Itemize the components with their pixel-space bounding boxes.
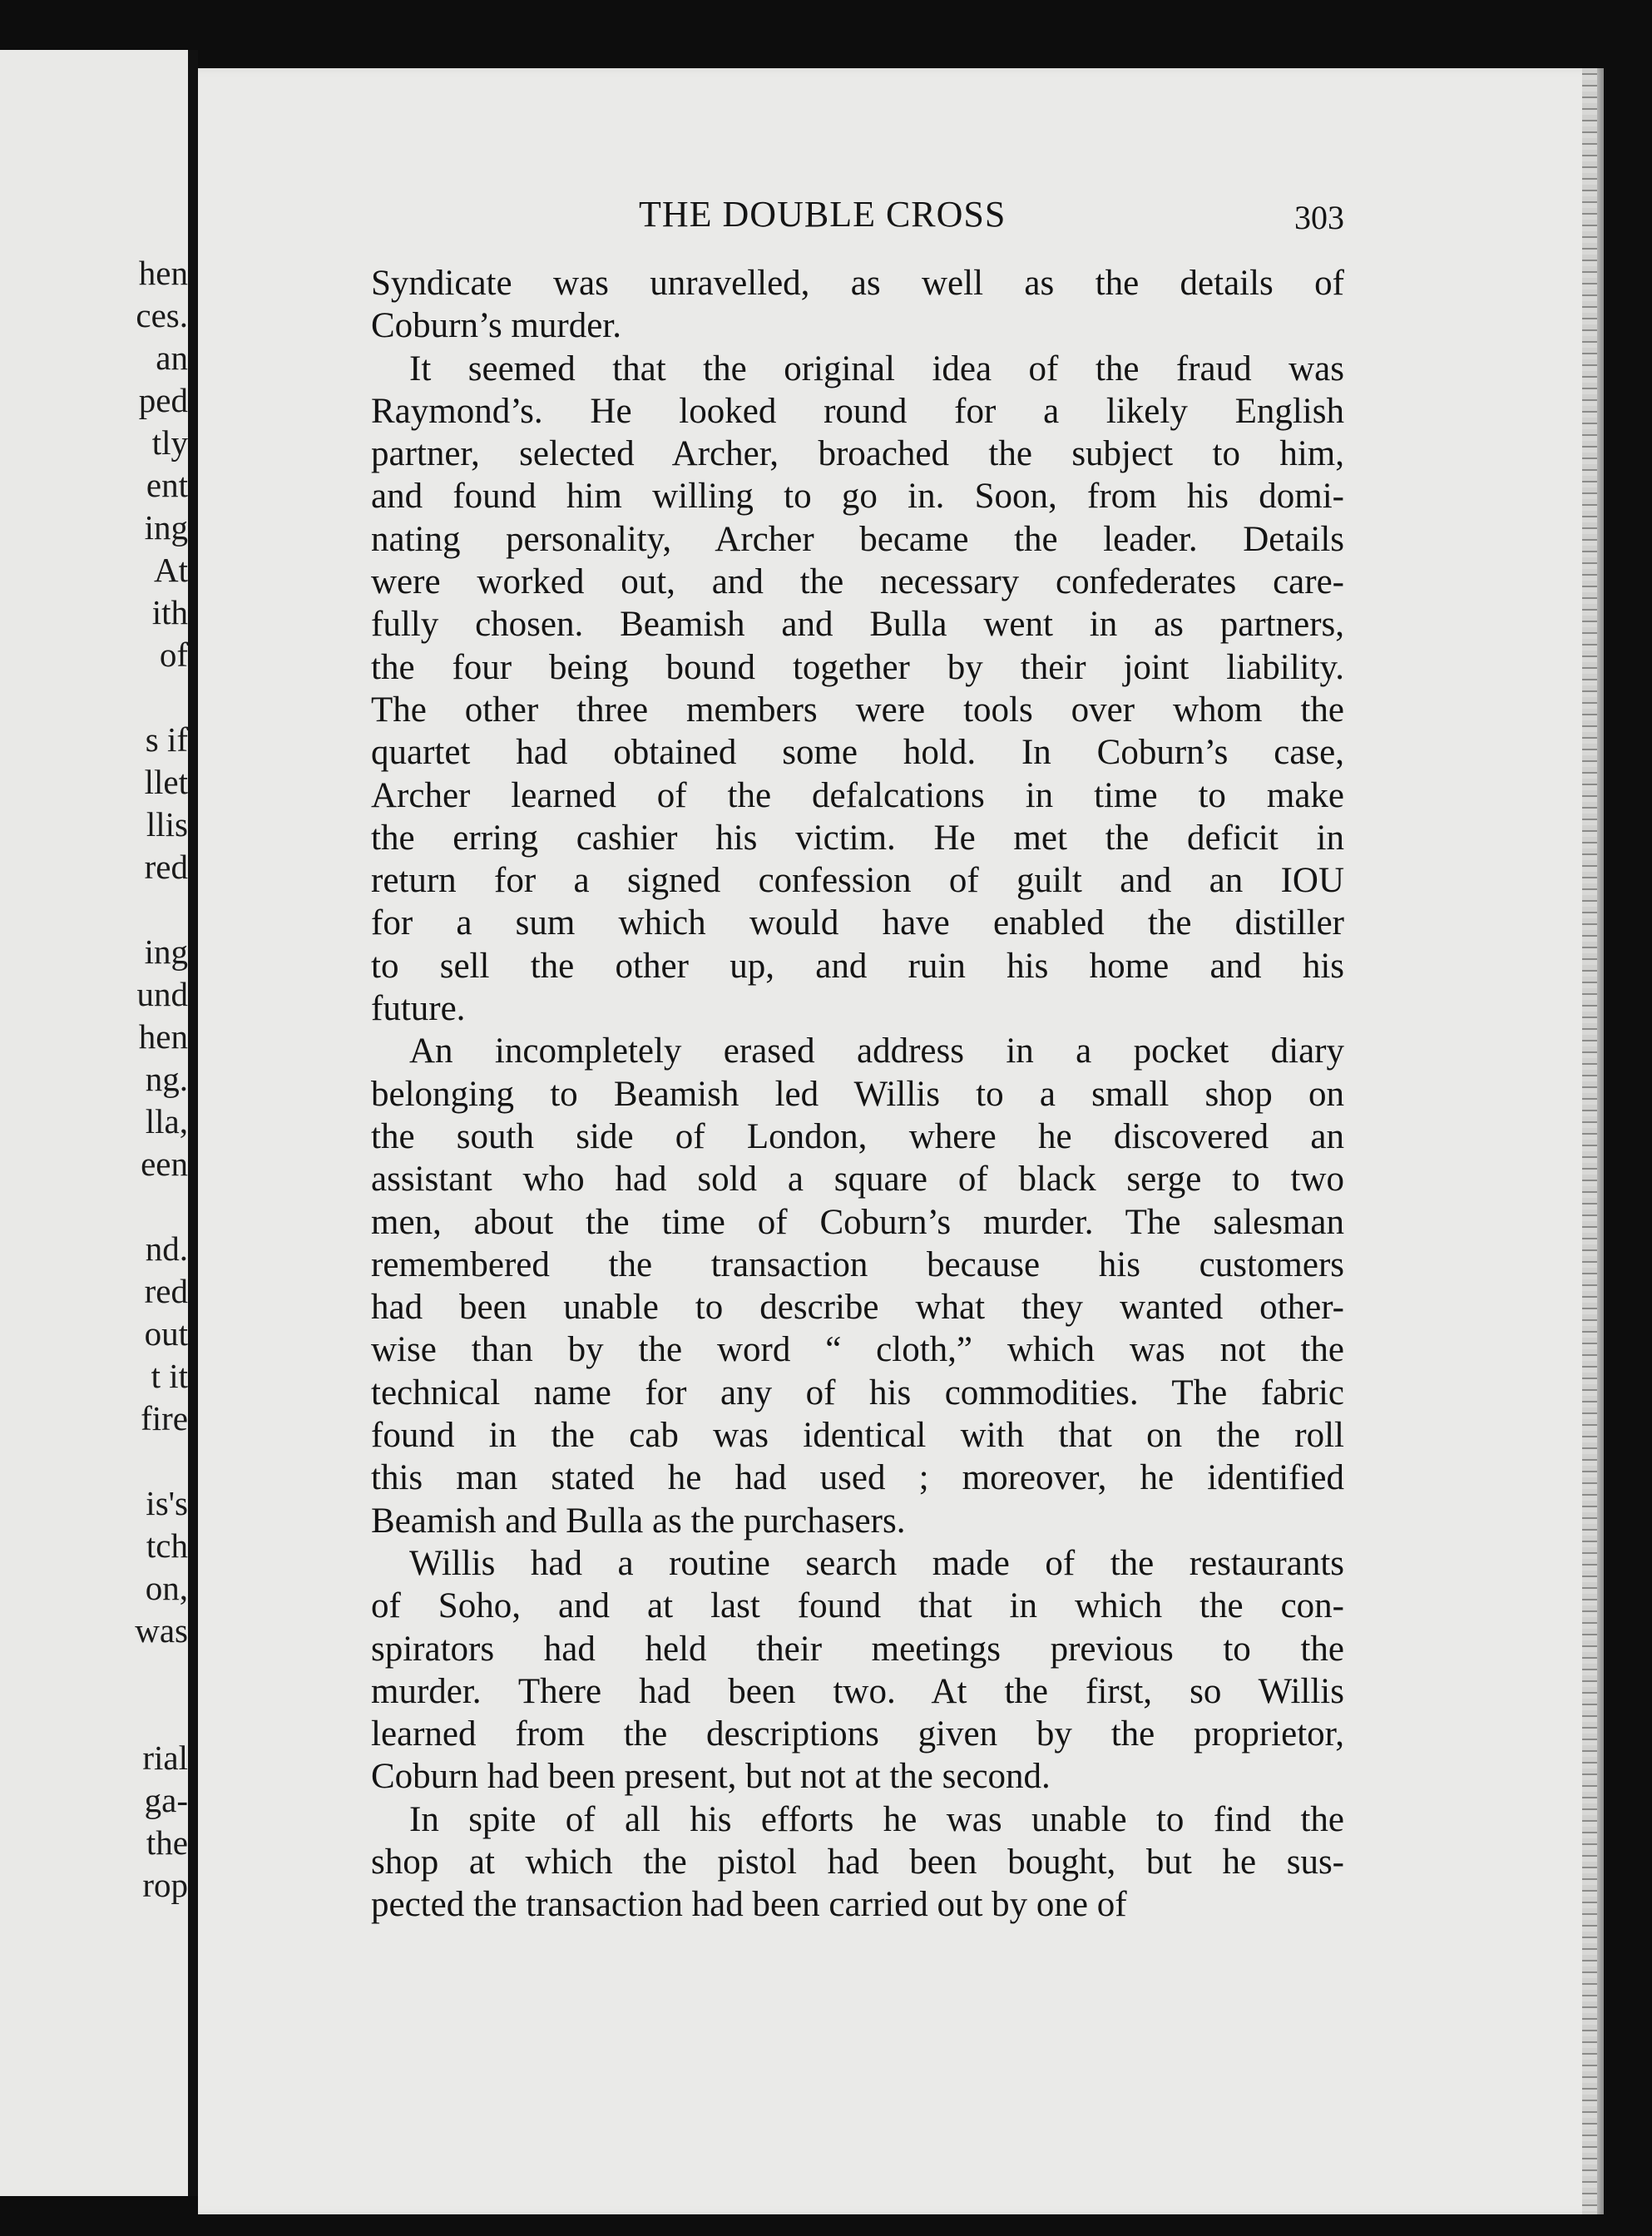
left-page-fragment-line: fire <box>141 1399 188 1437</box>
paragraph <box>371 1030 1344 1542</box>
left-page-fragment-line: s if <box>145 720 188 759</box>
left-page-fragment-line: llis <box>146 805 188 843</box>
text-line: It seemed that the original idea of the fraud was <box>409 349 1344 388</box>
left-page-fragment-line: tch <box>146 1526 188 1565</box>
text-line: murder. There had been two. At the first, so Willis <box>371 1671 1344 1711</box>
left-page-fragment-line: ng. <box>145 1060 188 1098</box>
left-page-fragment-line: ga- <box>144 1781 188 1819</box>
text-line: An incompletely erased address in a pocket diary <box>409 1031 1344 1071</box>
left-page-fragment-line: ent <box>146 466 188 504</box>
left-page-fragment-line <box>0 1694 188 1737</box>
text-line: quartet had obtained some hold. In Coburn’s case, <box>371 733 1344 773</box>
text-line: shop at which the pistol had been bought, but he sus- <box>371 1842 1344 1882</box>
left-page-fragment-line: an <box>156 339 188 377</box>
paragraph <box>371 348 1344 1031</box>
text-line: for a sum which would have enabled the distiller <box>371 903 1344 943</box>
text-line: fully chosen. Beamish and Bulla went in as partners, <box>371 605 1344 645</box>
left-page-fragment-line: out <box>144 1314 188 1353</box>
text-line: partner, selected Archer, broached the subject to him, <box>371 434 1344 474</box>
text-line: future. <box>371 989 466 1029</box>
left-page-fragment-line: red <box>144 1272 188 1310</box>
left-page-fragment-line: rial <box>142 1739 188 1777</box>
left-page-fragment-line: ces. <box>136 296 188 334</box>
text-line: were worked out, and the necessary confederates care- <box>371 562 1344 602</box>
paragraph <box>371 262 1344 348</box>
left-page-fragment-line: ped <box>138 381 188 419</box>
running-title: THE DOUBLE CROSS <box>639 194 1007 235</box>
text-line: Syndicate was unravelled, as well as the details of <box>371 264 1344 303</box>
left-page-fragment-line: the <box>146 1823 188 1862</box>
text-line: wise than by the word “ cloth,” which was not the <box>371 1330 1344 1370</box>
left-page-fragment-line: nd. <box>145 1229 188 1268</box>
text-line: The other three members were tools over whom the <box>371 690 1344 730</box>
left-page-fragment-line: ing <box>144 932 188 971</box>
text-line: Willis had a routine search made of the restaurants <box>409 1543 1344 1583</box>
left-page-fragment-line: ith <box>151 593 188 631</box>
left-page-fragment-line: ing <box>144 508 188 547</box>
left-page-fragment-line: of <box>159 636 188 674</box>
left-page-fragment-line: on, <box>145 1569 188 1607</box>
text-line: assistant who had sold a square of black serge to two <box>371 1160 1344 1200</box>
running-head <box>371 193 1344 240</box>
text-line: remembered the transaction because his customers <box>371 1244 1344 1284</box>
text-line: men, about the time of Coburn’s murder. The salesman <box>371 1202 1344 1242</box>
left-page-fragment-line: een <box>141 1145 188 1183</box>
text-line: In spite of all his efforts he was unable to find the <box>409 1799 1344 1839</box>
left-page-fragment-line: tly <box>151 423 188 462</box>
left-page-fragment-line: rop <box>142 1866 188 1904</box>
left-page-fragment-line <box>0 676 188 719</box>
text-line: nating personality, Archer became the leader. Details <box>371 519 1344 559</box>
text-line: belonging to Beamish led Willis to a small shop on <box>371 1074 1344 1114</box>
page-edge <box>1582 68 1597 2214</box>
left-page-fragment-line <box>0 888 188 931</box>
left-page-fragment-line <box>0 1440 188 1482</box>
text-line: and found him willing to go in. Soon, from his domi- <box>371 477 1344 517</box>
text-line: spirators had held their meetings previous to the <box>371 1629 1344 1669</box>
page-number: 303 <box>1294 199 1344 236</box>
text-line: Beamish and Bulla as the purchasers. <box>371 1501 906 1541</box>
text-line: Archer learned of the defalcations in time to make <box>371 775 1344 815</box>
left-page-fragment-line: hen <box>138 1017 188 1056</box>
text-line: the four being bound together by their joint liability. <box>371 647 1344 687</box>
left-page-fragment-line: und <box>136 975 188 1013</box>
text-line: Coburn’s murder. <box>371 306 621 346</box>
left-page-fragment-line: hen <box>138 254 188 292</box>
left-page-text <box>0 252 188 1907</box>
text-line: pected the transaction had been carried out by one of <box>371 1885 1127 1925</box>
left-page-fragment-line: t it <box>151 1357 188 1395</box>
text-line: of Soho, and at last found that in which the con- <box>371 1586 1344 1626</box>
text-line: this man stated he had used ; moreover, he identified <box>371 1458 1344 1498</box>
left-page-fragment-line: red <box>144 848 188 886</box>
book-gutter <box>188 50 198 2196</box>
text-line: Coburn had been present, but not at the second. <box>371 1757 1051 1797</box>
text-line: found in the cab was identical with that on the roll <box>371 1416 1344 1456</box>
text-line: return for a signed confession of guilt and an IOU <box>371 861 1344 901</box>
body-text <box>371 262 1344 1927</box>
left-page-fragment-line: was <box>135 1611 188 1650</box>
paragraph <box>371 1798 1344 1927</box>
left-page-fragment <box>0 50 188 2196</box>
text-line: to sell the other up, and ruin his home and his <box>371 946 1344 986</box>
paragraph <box>371 1542 1344 1798</box>
text-line: technical name for any of his commodities. The fabric <box>371 1373 1344 1412</box>
text-line: learned from the descriptions given by the proprietor, <box>371 1714 1344 1754</box>
left-page-fragment-line: At <box>154 551 188 589</box>
left-page-fragment-line: lla, <box>145 1102 188 1140</box>
left-page-fragment-line <box>0 1652 188 1694</box>
text-line: had been unable to describe what they wanted other- <box>371 1288 1344 1328</box>
text-line: Raymond’s. He looked round for a likely English <box>371 391 1344 431</box>
left-page-fragment-line <box>0 1185 188 1228</box>
left-page-fragment-line: llet <box>144 763 188 801</box>
text-line: the erring cashier his victim. He met the deficit in <box>371 818 1344 858</box>
left-page-fragment-line: is's <box>146 1484 188 1522</box>
text-line: the south side of London, where he discovered an <box>371 1116 1344 1156</box>
